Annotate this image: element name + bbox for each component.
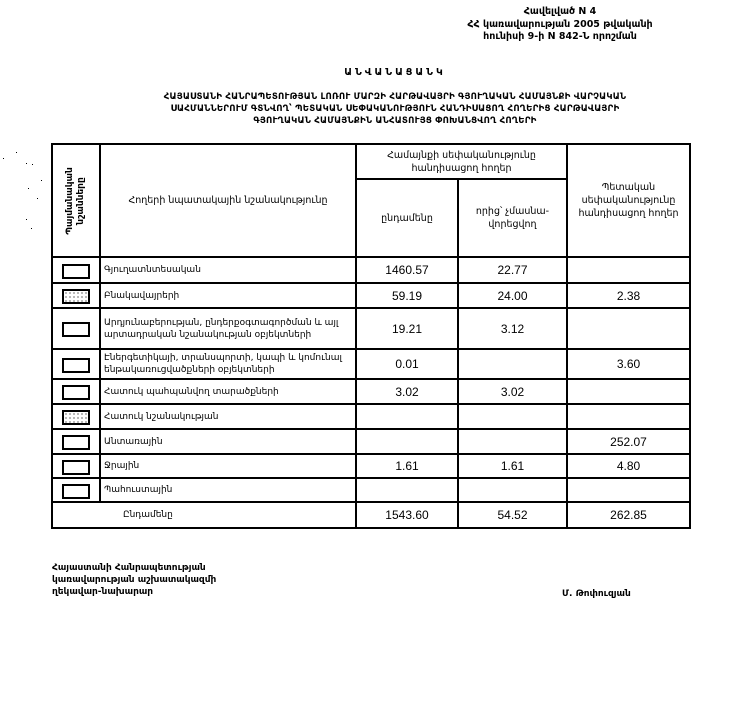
legend-cell	[52, 308, 100, 349]
scan-speck	[16, 152, 17, 153]
legend-swatch-icon	[62, 484, 90, 499]
legend-header: Պայմանական նշանները	[52, 144, 100, 257]
scan-speck	[26, 163, 27, 164]
annex-line: ՀՀ կառավարության 2005 թվականի	[467, 18, 653, 30]
community-non-privatized-sum: 54.52	[458, 502, 567, 528]
legend-swatch-icon	[62, 385, 90, 400]
community-total-value: 59.19	[356, 283, 458, 308]
legend-cell	[52, 454, 100, 478]
state-value: 4.80	[567, 454, 690, 478]
purpose-header: Հողերի նպատակային նշանակությունը	[100, 144, 356, 257]
community-ownership-header: Համայնքի սեփականությունը հանդիսացող հողեր	[356, 144, 567, 179]
legend-cell	[52, 404, 100, 429]
position-line: կառավարության աշխատակազմի	[52, 575, 217, 585]
land-purpose: Արդյունաբերության, ընդերքօգտագործման և այլ արտադրական նշանակության օբյեկտների	[100, 308, 356, 349]
state-value	[567, 404, 690, 429]
community-total-value: 0.01	[356, 349, 458, 379]
community-non-privatized-value	[458, 404, 567, 429]
state-value: 252.07	[567, 429, 690, 454]
legend-swatch-icon	[62, 264, 90, 279]
table-row	[52, 379, 690, 404]
total-row	[52, 502, 690, 528]
position-line: ղեկավար-նախարար	[52, 587, 154, 597]
community-non-privatized-value: 24.00	[458, 283, 567, 308]
land-purpose: Բնակավայրերի	[100, 283, 356, 308]
land-purpose: Ջրային	[100, 454, 356, 478]
scan-speck	[26, 219, 27, 220]
legend-cell	[52, 478, 100, 502]
state-value	[567, 379, 690, 404]
state-value	[567, 478, 690, 502]
land-purpose: Անտառային	[100, 429, 356, 454]
land-purpose: Պահուստային	[100, 478, 356, 502]
land-purpose: Գյուղատնտեսական	[100, 257, 356, 283]
scan-speck	[28, 188, 29, 189]
title-line: ԳՅՈՒՂԱԿԱՆ ՀԱՄԱՅՆՔԻՆ ԱՆՀԱՏՈՒՅՑ ՓՈԽԱՆՑՎՈՂ ՀՈՂԵՐԻ	[253, 116, 537, 126]
community-total-value	[356, 478, 458, 502]
legend-cell	[52, 283, 100, 308]
legend-swatch-icon	[62, 435, 90, 450]
community-total-sum: 1543.60	[356, 502, 458, 528]
legend-cell	[52, 257, 100, 283]
header-row	[52, 144, 690, 179]
annex-reference	[440, 6, 680, 44]
legend-swatch-dotted-icon	[62, 410, 90, 425]
position-line: Հայաստանի Հանրապետության	[52, 563, 206, 573]
scan-speck	[3, 158, 4, 159]
state-value	[567, 257, 690, 283]
legend-cell	[52, 349, 100, 379]
table-row	[52, 429, 690, 454]
community-non-privatized-value: 3.12	[458, 308, 567, 349]
community-total-value: 1.61	[356, 454, 458, 478]
signatory-name: Մ. Թոփուզյան	[562, 589, 631, 599]
scan-speck	[37, 198, 38, 199]
state-ownership-header: Պետական սեփականությունը հանդիսացող հողեր	[567, 144, 690, 257]
table-row	[52, 257, 690, 283]
community-total-value	[356, 404, 458, 429]
title-line: ՀԱՅԱՍՏԱՆԻ ՀԱՆՐԱՊԵՏՈՒԹՅԱՆ ԼՈՌՈՒ ՄԱՐԶԻ ՀԱՐԹԱՎԱՅՐԻ ԳՅՈՒՂԱԿԱՆ ՀԱՄԱՅՆՔԻ ՎԱՐՉԱԿԱՆ	[163, 92, 627, 102]
state-sum: 262.85	[567, 502, 690, 528]
community-non-privatized-value	[458, 429, 567, 454]
table-row	[52, 349, 690, 379]
land-purpose: Հատուկ պահպանվող տարածքների	[100, 379, 356, 404]
signatory-position	[52, 562, 216, 598]
community-total-value: 3.02	[356, 379, 458, 404]
scan-speck	[41, 180, 42, 181]
table-row	[52, 454, 690, 478]
community-non-privatized-value: 22.77	[458, 257, 567, 283]
state-value: 3.60	[567, 349, 690, 379]
legend-swatch-icon	[62, 322, 90, 337]
document-heading: ԱՆՎԱՆԱՑԱՆԿ	[344, 67, 446, 78]
annex-line: Հավելված N 4	[523, 6, 597, 17]
annex-line: հունիսի 9-ի N 842-Ն որոշման	[483, 31, 637, 42]
table-row	[52, 283, 690, 308]
legend-cell	[52, 379, 100, 404]
document-title	[120, 91, 670, 127]
community-total-value: 19.21	[356, 308, 458, 349]
total-label: Ընդամենը	[52, 502, 356, 528]
table-row	[52, 478, 690, 502]
table-row	[52, 404, 690, 429]
legend-swatch-dotted-icon	[62, 289, 90, 304]
community-total-header: ընդամենը	[356, 179, 458, 257]
scan-speck	[32, 164, 33, 165]
community-total-value	[356, 429, 458, 454]
community-non-privatized-header: որից՝ չմասնա-վորեցվող	[458, 179, 567, 257]
community-non-privatized-value	[458, 478, 567, 502]
community-total-value: 1460.57	[356, 257, 458, 283]
land-table	[51, 143, 691, 529]
title-line: ՍԱՀՄԱՆՆԵՐՈՒՄ ԳՏՆՎՈՂ՝ ՊԵՏԱԿԱՆ ՍԵՓԱԿԱՆՈՒԹՅՈՒՆ ՀԱՆԴԻՍԱՑՈՂ ՀՈՂԵՐԻՑ ՀԱՐԹԱՎԱՅՐԻ	[170, 104, 620, 114]
land-purpose: Հատուկ նշանակության	[100, 404, 356, 429]
community-non-privatized-value: 1.61	[458, 454, 567, 478]
scan-speck	[31, 228, 32, 229]
community-non-privatized-value: 3.02	[458, 379, 567, 404]
legend-swatch-icon	[62, 460, 90, 475]
land-purpose: Էներգետիկայի, տրանսպորտի, կապի և կոմունալ ենթակառուցվածքների օբյեկտների	[100, 349, 356, 379]
state-value: 2.38	[567, 283, 690, 308]
legend-cell	[52, 429, 100, 454]
community-non-privatized-value	[458, 349, 567, 379]
state-value	[567, 308, 690, 349]
legend-swatch-icon	[62, 358, 90, 373]
table-row	[52, 308, 690, 349]
